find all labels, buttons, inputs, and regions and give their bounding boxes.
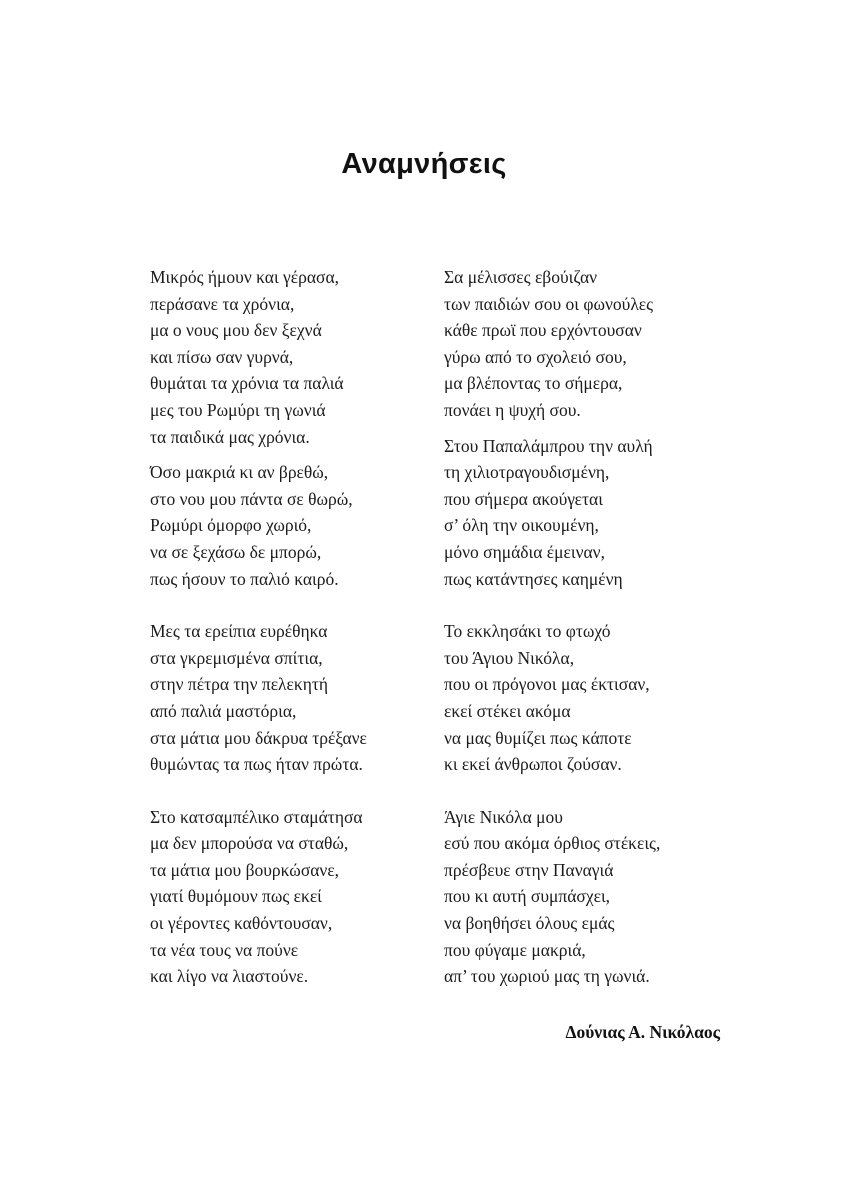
verse-line: μα ο νους μου δεν ξεχνά: [150, 320, 322, 341]
verse-line: πως ήσουν το παλιό καιρό.: [150, 568, 339, 589]
verse-line: Όσο μακριά κι αν βρεθώ,: [150, 462, 329, 483]
verse-line: Μικρός ήμουν και γέρασα,: [150, 267, 339, 287]
poem-title: Αναμνήσεις: [341, 148, 507, 180]
left-column: [150, 264, 430, 990]
verse-line: εκεί στέκει ακόμα: [444, 700, 571, 721]
verse-line: πως κατάντησες καημένη: [444, 568, 623, 589]
stanza-right-3: [444, 618, 744, 778]
verse-line: και λίγο να λιαστούνε.: [150, 966, 309, 987]
stanza-left-1: [150, 264, 430, 450]
verse-line: να μας θυμίζει πως κάποτε: [444, 727, 632, 748]
verse-line: μόνο σημάδια έμειναν,: [444, 541, 605, 562]
right-column: [444, 264, 744, 990]
verse-line: μα βλέποντας το σήμερα,: [444, 373, 623, 394]
verse-line: γιατί θυμόμουν πως εκεί: [150, 886, 322, 907]
verse-line: απ’ του χωριού μας τη γωνιά.: [444, 966, 650, 987]
verse-line: σ’ όλη την οικουμένη,: [444, 515, 599, 536]
stanza-right-1: [444, 264, 744, 424]
verse-line: μες του Ρωμύρι τη γωνιά: [150, 399, 326, 420]
verse-line: περάσανε τα χρόνια,: [150, 293, 295, 314]
verse-line: οι γέροντες καθόντουσαν,: [150, 913, 333, 934]
stanza-left-3: [150, 618, 430, 778]
stanza-right-4: [444, 804, 744, 990]
verse-line: Μες τα ερείπια ευρέθηκα: [150, 621, 328, 642]
verse-line: των παιδιών σου οι φωνούλες: [444, 293, 654, 314]
verse-line: Άγιε Νικόλα μου: [444, 806, 563, 827]
verse-line: πρέσβευε στην Παναγιά: [444, 859, 614, 880]
verse-line: κάθε πρωϊ που ερχόντουσαν: [444, 320, 642, 341]
verse-line: Ρωμύρι όμορφο χωριό,: [150, 515, 312, 536]
verse-line: να σε ξεχάσω δε μπορώ,: [150, 541, 322, 562]
verse-line: στα γκρεμισμένα σπίτια,: [150, 647, 323, 668]
stanza-left-2: [150, 459, 430, 592]
verse-line: τη χιλιοτραγουδισμένη,: [444, 462, 610, 483]
verse-line: που οι πρόγονοι μας έκτισαν,: [444, 674, 650, 695]
stanza-left-4: [150, 804, 430, 990]
verse-line: που σήμερα ακούγεται: [444, 488, 603, 509]
verse-line: να βοηθήσει όλους εμάς: [444, 913, 615, 934]
verse-line: κι εκεί άνθρωποι ζούσαν.: [444, 754, 622, 775]
verse-line: Στου Παπαλάμπρου την αυλή: [444, 435, 653, 456]
stanza-right-2: [444, 433, 744, 593]
verse-line: θυμάται τα χρόνια τα παλιά: [150, 373, 344, 394]
verse-line: Στο κατσαμπέλικο σταμάτησα: [150, 806, 363, 827]
verse-line: του Άγιου Νικόλα,: [444, 647, 575, 668]
author-signature: Δούνιας Α. Νικόλαος: [565, 1022, 720, 1042]
verse-line: στο νου μου πάντα σε θωρώ,: [150, 488, 353, 509]
verse-line: εσύ που ακόμα όρθιος στέκεις,: [444, 833, 661, 854]
verse-line: Το εκκλησάκι το φτωχό: [444, 621, 611, 642]
verse-line: τα μάτια μου βουρκώσανε,: [150, 859, 340, 880]
verse-line: πονάει η ψυχή σου.: [444, 399, 581, 420]
verse-line: στην πέτρα την πελεκητή: [150, 674, 329, 695]
verse-line: από παλιά μαστόρια,: [150, 700, 297, 721]
verse-line: που κι αυτή συμπάσχει,: [444, 886, 611, 907]
verse-line: στα μάτια μου δάκρυα τρέξανε: [150, 727, 367, 748]
verse-line: Σα μέλισσες εβούιζαν: [444, 267, 598, 287]
verse-line: τα παιδικά μας χρόνια.: [150, 426, 310, 447]
verse-line: μα δεν μπορούσα να σταθώ,: [150, 833, 349, 854]
verse-line: που φύγαμε μακριά,: [444, 939, 586, 960]
verse-line: τα νέα τους να πούνε: [150, 939, 299, 960]
verse-line: και πίσω σαν γυρνά,: [150, 346, 294, 367]
verse-line: γύρω από το σχολειό σου,: [444, 346, 627, 367]
verse-line: θυμώντας τα πως ήταν πρώτα.: [150, 754, 363, 775]
